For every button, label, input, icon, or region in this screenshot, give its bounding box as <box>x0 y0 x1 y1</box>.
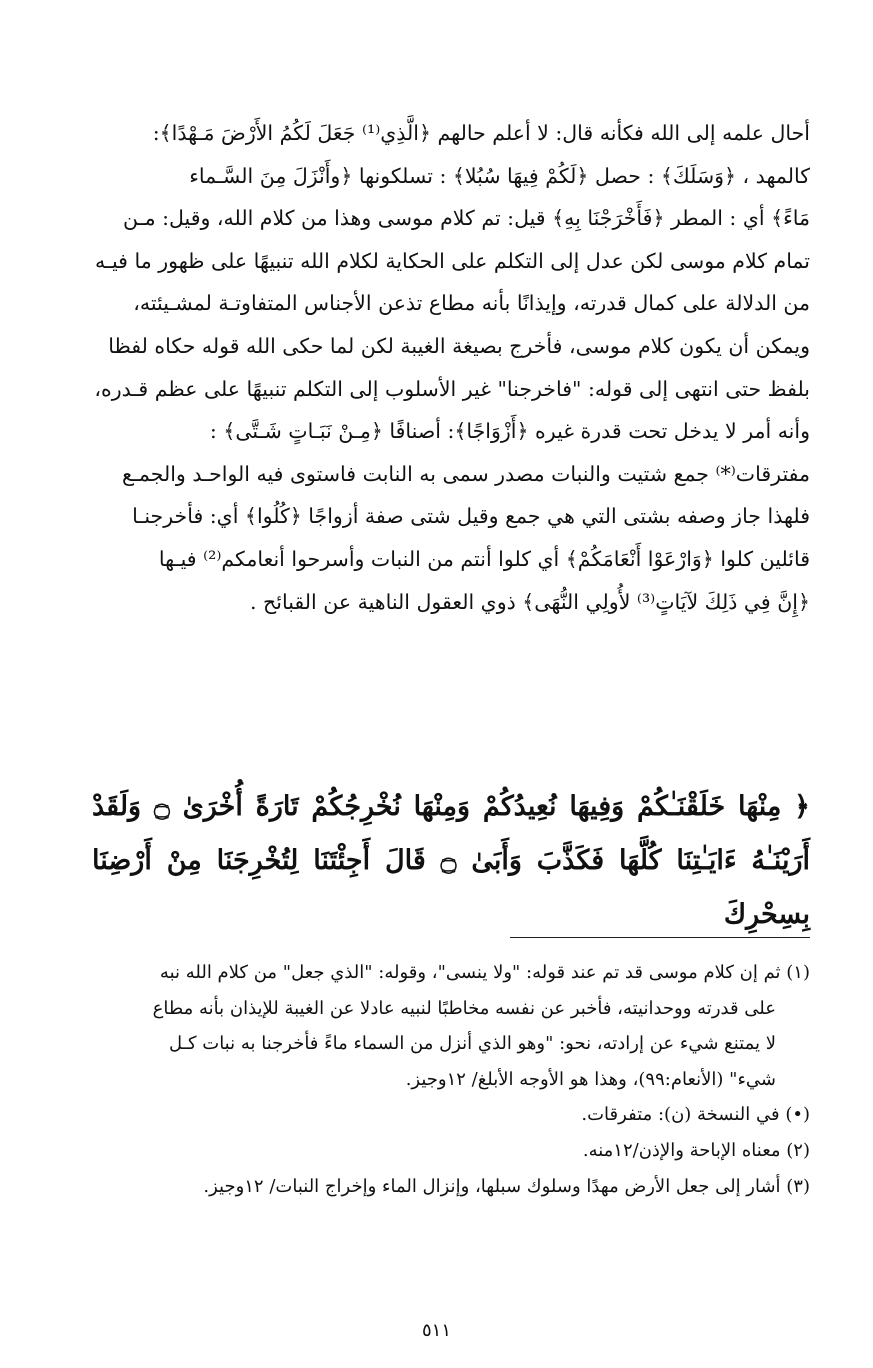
quran-verses <box>92 780 810 942</box>
footnote-2: (٢) معناه الإباحة والإذن/١٢منه. <box>582 1139 810 1161</box>
quran-line: أَرَيْنَـٰهُ ءَايَـٰتِنَا كُلَّهَا فَكَذَّبَ وَأَبَىٰ ۝ قَالَ أَجِئْتَنَا لِتُخْرِجَنَا مِنْ أَرْضِنَا بِسِحْرِكَ <box>92 845 810 930</box>
quran-line: ﴿ مِنْهَا خَلَقْنَـٰكُمْ وَفِيهَا نُعِيدُكُمْ وَمِنْهَا نُخْرِجُكُمْ تَارَةً أُخْرَىٰ ۝ وَلَقَدْ <box>92 791 810 822</box>
body-line: فلهذا جاز وصفه بشتى التي هي جمع وقيل شتى صفة أزواجًا ﴿كُلُوا﴾ أي: فأخرجنـا <box>132 504 810 529</box>
body-line: ﴿إِنَّ فِي ذَلِكَ لآيَاتٍ⁽³⁾ لأُولِي النُّهَى﴾ ذوي العقول الناهية عن القبائح . <box>250 589 810 614</box>
body-line: ويمكن أن يكون كلام موسى، فأخرج بصيغة الغيبة لكن لما حكى الله قوله حكاه لفظا <box>108 333 810 358</box>
body-line: تمام كلام موسى لكن عدل إلى التكلم على الحكاية لكلام الله تنبيهًا على ظهور ما فيـه <box>94 248 810 273</box>
footnotes <box>66 955 810 1204</box>
footnote-1-continuation: شيء" (الأنعام:٩٩)، وهذا هو الأوجه الأبلغ/ ١٢وجيز. <box>405 1068 776 1090</box>
body-line: أحال علمه إلى الله فكأنه قال: لا أعلم حالهم ﴿الَّذِي⁽¹⁾ جَعَلَ لَكُمُ الأَرْضَ مَـهْدًا﴾: <box>152 121 810 145</box>
tafsir-body-text <box>92 112 810 623</box>
footnote-1: (١) ثم إن كلام موسى قد تم عند قوله: "ولا ينسى"، وقوله: "الذي جعل" من كلام الله نبه <box>159 962 810 983</box>
body-line: مفترقات⁽*⁾ جمع شتيت والنبات مصدر سمى به النابت فاستوى فيه الواحـد والجمـع <box>121 461 810 486</box>
footnote-1-continuation: لا يمتنع شيء عن إرادته، نحو: "وهو الذي أنزل من السماء ماءً فأخرجنا به نبات كـل <box>169 1033 776 1055</box>
page-number: ٥١١ <box>421 1320 451 1341</box>
body-line: قائلين كلوا ﴿وَارْعَوْا أَنْعَامَكُمْ﴾ أي كلوا أنتم من النبات وأسرحوا أنعامكم⁽²⁾ فيـها <box>158 546 810 571</box>
footnote-divider <box>510 937 810 938</box>
body-line: بلفظ حتى انتهى إلى قوله: "فاخرجنا" غير الأسلوب إلى التكلم تنبيهًا على عظم قـدره، <box>94 376 810 401</box>
body-line: مَاءً﴾ أي : المطر ﴿فَأَخْرَجْنَا بِهِ﴾ قيل: تم كلام موسى وهذا من كلام الله، وقيل: مـن <box>122 206 810 231</box>
body-line: وأنه أمر لا يدخل تحت قدرة غيره ﴿أَزْوَاجًا﴾: أصنافًا ﴿مِـنْ نَبَـاتٍ شَـتَّى﴾ : <box>209 419 810 444</box>
footnote-1-continuation: على قدرته ووحدانيته، فأخبر عن نفسه مخاطبًا لنبيه عادلا عن الغيبة للإيذان بأنه مطاع <box>152 997 776 1019</box>
body-line: كالمهد ، ﴿وَسَلَكَ﴾ : حصل ﴿لَكُمْ فِيهَا سُبُلا﴾ : تسلكونها ﴿وأَنْزَلَ مِنَ السَّـماء <box>189 163 810 188</box>
body-line: من الدلالة على كمال قدرته، وإيذانًا بأنه مطاع تذعن الأجناس المتفاوتـة لمشـيئته، <box>133 291 810 316</box>
footnote-3: (٣) أشار إلى جعل الأرض مهدًا وسلوك سبلها، وإنزال الماء وإخراج النبات/ ١٢وجيز. <box>203 1175 810 1197</box>
footnote-star: (•) في النسخة (ن): متفرقات. <box>581 1104 810 1126</box>
